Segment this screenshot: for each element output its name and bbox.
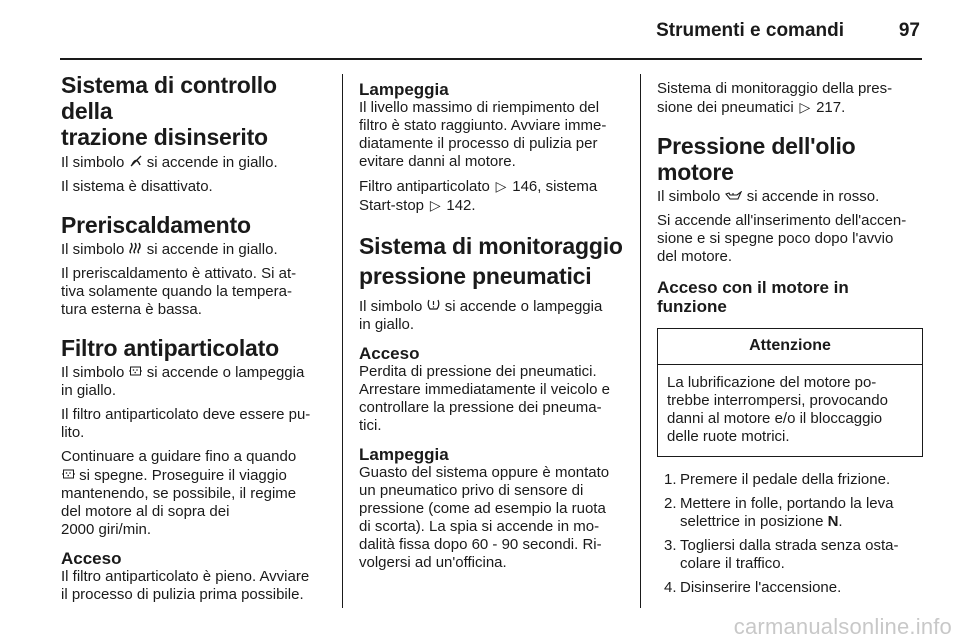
page-number: 97 — [898, 20, 920, 41]
subsection-title-on: Acceso — [61, 549, 122, 568]
paragraph: Il livello massimo di riempimento del filtro è stato raggiunto. Avviare imme- diatamente il processo di pulizia per evitare danni al motore. — [359, 99, 607, 170]
paragraph: Si accende all'inserimento dell'accen- sione e si spegne poco dopo l'avvio del motore. — [657, 212, 907, 265]
section-title-oil-pressure: Pressione dell'olio motore — [657, 133, 856, 185]
paragraph: Perdita di pressione dei pneumatici. Arrestare immediatamente il veicolo e controllare la pressione dei pneuma- tici. — [359, 363, 610, 434]
list-item: 4. Disinserire l'accensione. — [664, 579, 842, 596]
traction-control-off-icon — [129, 153, 143, 171]
column-3 — [657, 80, 923, 603]
page-reference-arrow-icon: ▷ — [799, 99, 811, 115]
paragraph: Guasto del sistema oppure è montato un pneumatico privo di sensore di pressione (come ad esempio la ruota di scorta). La spia si accende in mo- dalità fissa dopo 60 - 90 secondi. Ri- volgersi ad un'officina. — [359, 464, 610, 571]
warning-body: La lubrificazione del motore po- trebbe interrompersi, provocando danni al motore e/o il bloccaggio delle ruote motrici. — [667, 374, 888, 445]
paragraph: Filtro antiparticolato ▷ 146, sistema Start-stop ▷ 142. — [359, 178, 598, 214]
list-item: 1. Premere il pedale della frizione. — [664, 471, 891, 488]
subsection-title-on-engine-running: Acceso con il motore in funzione — [657, 278, 849, 316]
paragraph: Il preriscaldamento è attivato. Si at- tiva solamente quando la tempera- tura esterna è bassa. — [61, 265, 297, 318]
paragraph: Il filtro antiparticolato deve essere pu- lito. — [61, 406, 311, 441]
header-rule — [60, 58, 922, 60]
paragraph: Il simbolo si accende o lampeggia in giallo. — [359, 298, 603, 333]
section-title-particulate: Filtro antiparticolato — [61, 335, 279, 361]
list-item: 2. Mettere in folle, portando la leva selettrice in posizione N. — [664, 495, 894, 530]
oil-can-icon — [725, 187, 743, 205]
steps-list — [657, 471, 923, 597]
page-reference-arrow-icon: ▷ — [429, 197, 441, 213]
section-title-tpms: Sistema di monitoraggio pressione pneumatici — [359, 233, 623, 289]
header-title: Strumenti e comandi — [656, 20, 844, 41]
section-title-traction-control: Sistema di controllo della trazione disinserito — [61, 72, 277, 150]
watermark: carmanualsonline.info — [733, 614, 952, 639]
page-header — [60, 0, 922, 56]
paragraph: Il simbolo si accende in giallo. — [61, 154, 278, 171]
paragraph: Sistema di monitoraggio della pres- sione dei pneumatici ▷ 217. — [657, 80, 893, 116]
paragraph: Il simbolo si accende in rosso. — [657, 188, 880, 205]
warning-title: Attenzione — [658, 329, 922, 365]
paragraph: Il sistema è disattivato. — [61, 178, 213, 195]
glow-plug-icon — [129, 240, 143, 258]
paragraph: Il simbolo si accende o lampeggia in giallo. — [61, 364, 305, 399]
column-2 — [359, 80, 625, 578]
column-divider-2 — [640, 74, 641, 608]
paragraph: Il filtro antiparticolato è pieno. Avviare il processo di pulizia prima possibile. — [61, 568, 310, 603]
subsection-title-flashing: Lampeggia — [359, 445, 449, 464]
tire-pressure-icon — [427, 297, 441, 315]
particulate-filter-icon — [61, 466, 75, 484]
subsection-title-on: Acceso — [359, 344, 420, 363]
warning-box — [657, 328, 923, 457]
particulate-filter-icon — [129, 363, 143, 381]
subsection-title-flashing: Lampeggia — [359, 80, 449, 99]
paragraph: Continuare a guidare fino a quando si spegne. Proseguire il viaggio mantenendo, se possibile, il regime del motore al di sopra dei 2000 giri/min. — [61, 448, 297, 538]
list-item: 3. Togliersi dalla strada senza osta- colare il traffico. — [664, 537, 899, 572]
paragraph: Il simbolo si accende in giallo. — [61, 241, 278, 258]
column-1 — [61, 72, 329, 610]
column-divider-1 — [342, 74, 343, 608]
section-title-glow: Preriscaldamento — [61, 212, 251, 238]
page-reference-arrow-icon: ▷ — [495, 178, 507, 194]
